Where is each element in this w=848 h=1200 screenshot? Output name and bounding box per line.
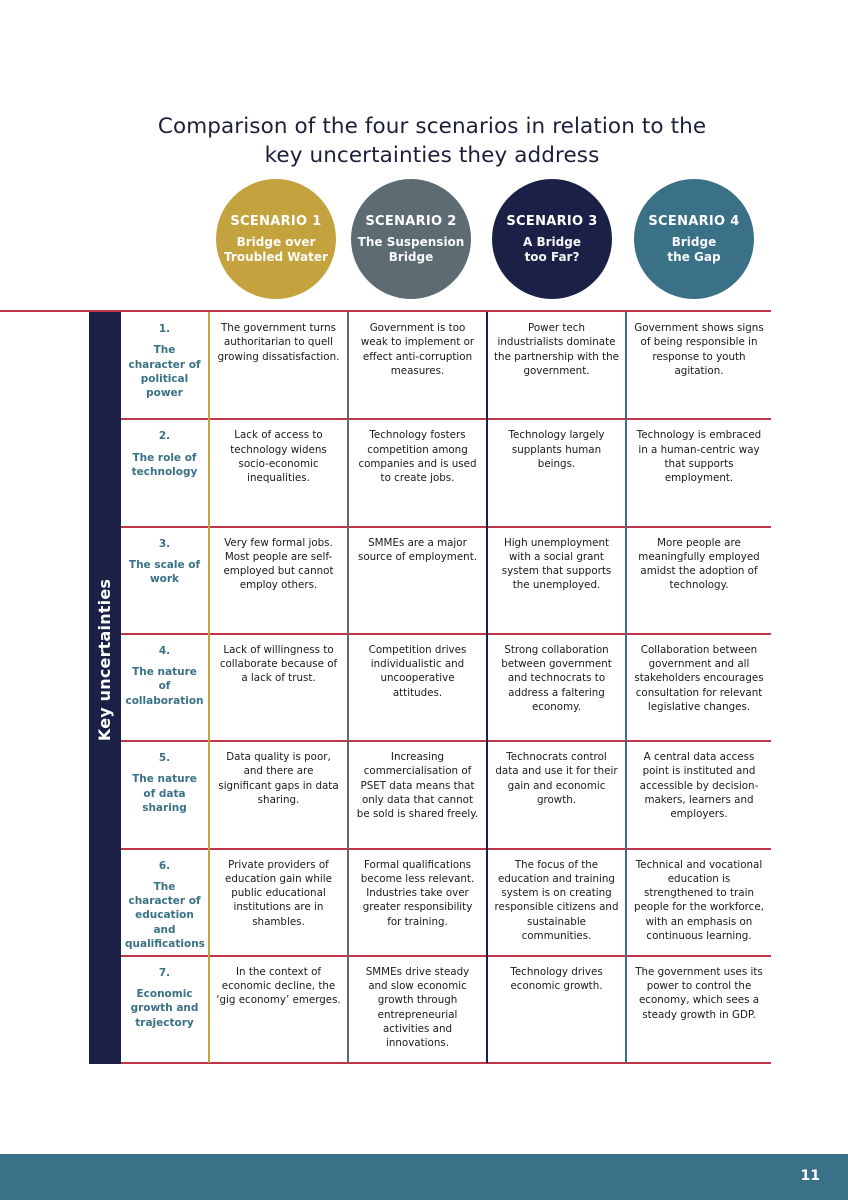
scenario-3-cell: Technology largely supplants human beings. (508, 429, 605, 470)
scenario-1-circle (216, 179, 336, 299)
scenario-2-cell: SMMEs drive steady and slow economic growth through entrepreneurial activities and innovations. (365, 965, 470, 1050)
uncertainty-heading (121, 419, 208, 526)
scenario-3-cell: Technology drives economic growth. (510, 965, 603, 993)
scenario-3-cell: The focus of the education and training system is on creating responsible citizens and sustainable communities. (494, 858, 619, 942)
scenario-name-line: the Gap (667, 249, 721, 264)
scenario-number: SCENARIO 2 (365, 213, 457, 229)
scenario-2-cell: Government is too weak to implement or effect anti-corruption measures. (360, 322, 475, 377)
scenario-name (523, 235, 581, 265)
page-title-line-1: Comparison of the four scenarios in relation to the (157, 114, 707, 139)
uncertainty-label: The role of technology (131, 451, 198, 478)
page-title (0, 112, 848, 170)
scenario-number: SCENARIO 3 (506, 213, 598, 229)
scenario-4-cell: Technology is embraced in a human-centric way that supports employment. (636, 429, 762, 485)
table-row (121, 849, 771, 956)
scenario-4-cell: Government shows signs of being responsible in response to youth agitation. (634, 322, 764, 377)
scenario-number: SCENARIO 1 (230, 213, 322, 229)
page-footer (0, 1154, 848, 1200)
scenario-2-cell: Technology fosters competition among companies and is used to create jobs. (358, 429, 477, 485)
scenario-3-cell: Strong collaboration between government and technocrats to address a faltering economy. (501, 643, 612, 714)
scenario-3-circle (492, 179, 612, 299)
scenario-1-cell: The government turns authoritarian to quell growing dissatisfaction. (217, 322, 340, 363)
page-number: 11 (800, 1168, 820, 1184)
uncertainty-heading (121, 956, 208, 1063)
scenario-name-line: Bridge over (236, 234, 316, 249)
scenario-2-circle (351, 179, 471, 299)
scenario-1-cell: In the context of economic decline, the ‘gig economy’ emerges. (216, 965, 341, 1007)
scenario-name (667, 235, 720, 265)
key-uncertainties-label: Key uncertainties (95, 578, 114, 742)
scenario-name-line: Troubled Water (224, 249, 328, 264)
uncertainty-heading (121, 741, 208, 848)
scenario-name (358, 235, 465, 265)
uncertainty-number: 4. (158, 644, 171, 657)
uncertainty-number: 2. (158, 430, 171, 443)
scenario-name (224, 235, 328, 265)
uncertainty-label: The scale of work (128, 558, 201, 586)
uncertainty-heading (121, 527, 208, 634)
scenario-name-line: too Far? (524, 249, 580, 264)
scenario-name-line: Bridge (671, 234, 717, 249)
table-row (121, 741, 771, 848)
table-row (121, 634, 771, 741)
scenario-name-line: A Bridge (523, 234, 581, 249)
scenario-4-cell: The government uses its power to control the economy, which sees a steady growth in GDP. (635, 965, 763, 1021)
scenario-2-cell: Increasing commercialisation of PSET data means that only data that cannot be sold is shared freely. (356, 751, 479, 821)
uncertainty-heading (121, 312, 208, 419)
scenario-4-circle (634, 179, 754, 299)
scenario-1-cell: Private providers of education gain while public educational institutions are in shambles. (225, 858, 332, 928)
uncertainty-number: 3. (158, 537, 171, 550)
uncertainty-label: The nature of collaboration (125, 666, 204, 707)
scenario-name-line: Bridge (388, 249, 434, 264)
uncertainty-heading (121, 634, 208, 741)
table-row (121, 419, 771, 526)
uncertainty-number: 7. (158, 966, 171, 979)
uncertainty-label: The nature of data sharing (132, 773, 197, 815)
scenario-1-cell: Very few formal jobs. Most people are self-employed but cannot employ others. (223, 536, 334, 592)
scenario-1-cell: Lack of access to technology widens socio-economic inequalities. (230, 429, 327, 485)
scenario-4-cell: Technical and vocational education is strengthened to train people for the workforce, with an emphasis on continuous learning. (634, 858, 764, 942)
uncertainty-heading (121, 849, 208, 956)
scenario-2-cell: Formal qualifications become less relevant. Industries take over greater responsibility for training. (360, 858, 475, 928)
scenario-1-cell: Lack of willingness to collaborate because of a lack of trust. (219, 643, 338, 685)
scenario-3-cell: Power tech industrialists dominate the partnership with the government. (494, 322, 619, 377)
scenario-number: SCENARIO 4 (648, 213, 740, 229)
scenario-3-cell: Technocrats control data and use it for their gain and economic growth. (495, 751, 618, 807)
scenario-name-line: The Suspension (357, 234, 465, 249)
scenario-1-cell: Data quality is poor, and there are significant gaps in data sharing. (218, 751, 339, 807)
uncertainty-number: 6. (158, 859, 171, 872)
table-row (121, 527, 771, 634)
uncertainty-label: The character of education and qualifications (125, 880, 205, 950)
uncertainty-number: 1. (158, 323, 171, 335)
scenario-3-cell: High unemployment with a social grant system that supports the unemployed. (501, 536, 612, 592)
scenario-4-cell: More people are meaningfully employed amidst the adoption of technology. (638, 536, 760, 592)
uncertainty-number: 5. (158, 752, 171, 765)
table-row (121, 312, 771, 419)
scenario-2-cell: SMMEs are a major source of employment. (357, 536, 478, 563)
scenario-4-cell: Collaboration between government and all stakeholders encourages consultation for relevant legislative changes. (634, 643, 764, 714)
uncertainty-label: The character of political power (128, 344, 201, 400)
page-title-line-2: key uncertainties they address (264, 143, 600, 168)
scenario-2-cell: Competition drives individualistic and uncooperative attitudes. (368, 643, 467, 699)
table-row (121, 956, 771, 1063)
uncertainty-label: Economic growth and trajectory (130, 988, 199, 1029)
scenario-4-cell: A central data access point is instituted and accessible by decision-makers, learners and employers. (639, 751, 759, 821)
